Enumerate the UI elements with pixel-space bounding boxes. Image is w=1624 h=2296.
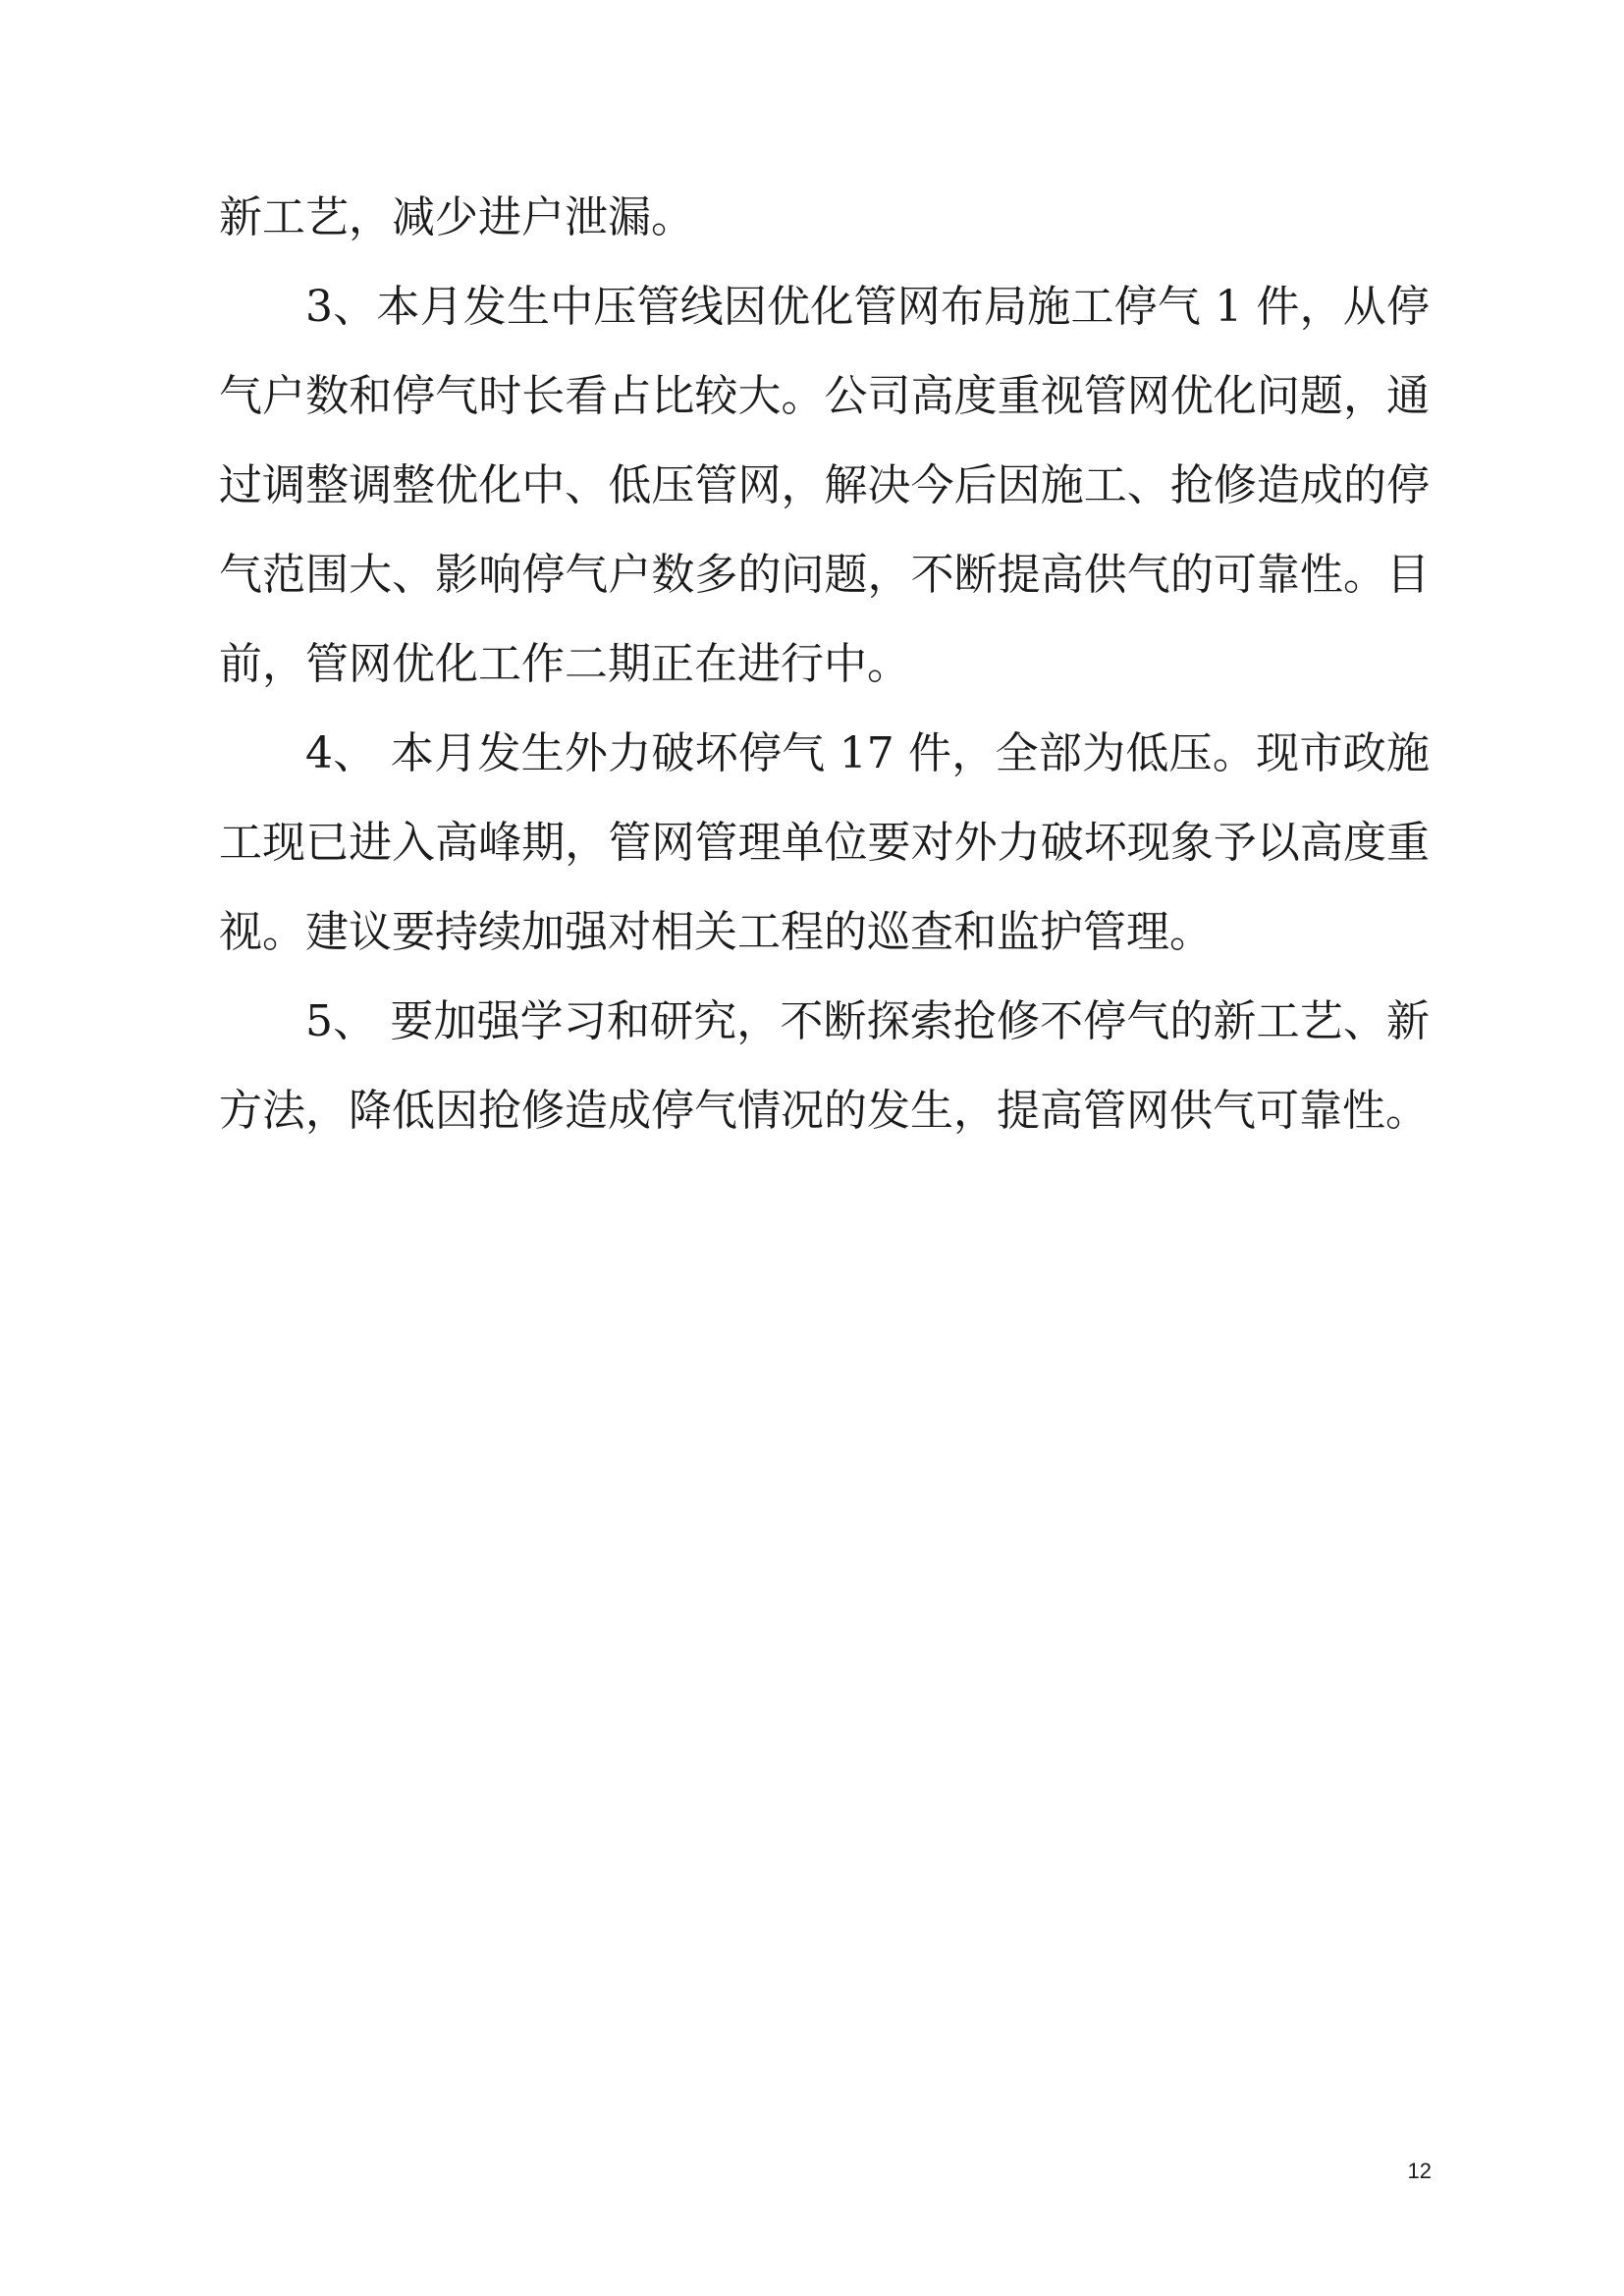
paragraph-item-5-line-1: 5、 要加强学习和研究，不断探索抢修不停气的新工艺、新 (305, 996, 1430, 1046)
paragraph-item-3-line-4: 气范围大、影响停气户数多的问题，不断提高供气的可靠性。目 (219, 550, 1430, 600)
paragraph-item-3-line-3: 过调整调整优化中、低压管网，解决今后因施工、抢修造成的停 (219, 460, 1430, 510)
paragraph-item-3-line-5: 前，管网优化工作二期正在进行中。 (219, 639, 910, 689)
page-number: 12 (1407, 2159, 1432, 2183)
paragraph-item-4-line-2: 工现已进入高峰期，管网管理单位要对外力破坏现象予以高度重 (219, 818, 1430, 868)
paragraph-item-3-line-2: 气户数和停气时长看占比较大。公司高度重视管网优化问题，通 (219, 371, 1430, 421)
paragraph-1-line-1: 新工艺，减少进户泄漏。 (219, 192, 694, 242)
paragraph-item-5-line-2: 方法，降低因抢修造成停气情况的发生，提高管网供气可靠性。 (219, 1086, 1429, 1136)
paragraph-item-3-line-1: 3、本月发生中压管线因优化管网布局施工停气 1 件，从停 (305, 282, 1430, 332)
paragraph-item-4-line-3: 视。建议要持续加强对相关工程的巡查和监护管理。 (219, 907, 1213, 957)
paragraph-item-4-line-1: 4、 本月发生外力破坏停气 17 件，全部为低压。现市政施 (305, 728, 1430, 778)
